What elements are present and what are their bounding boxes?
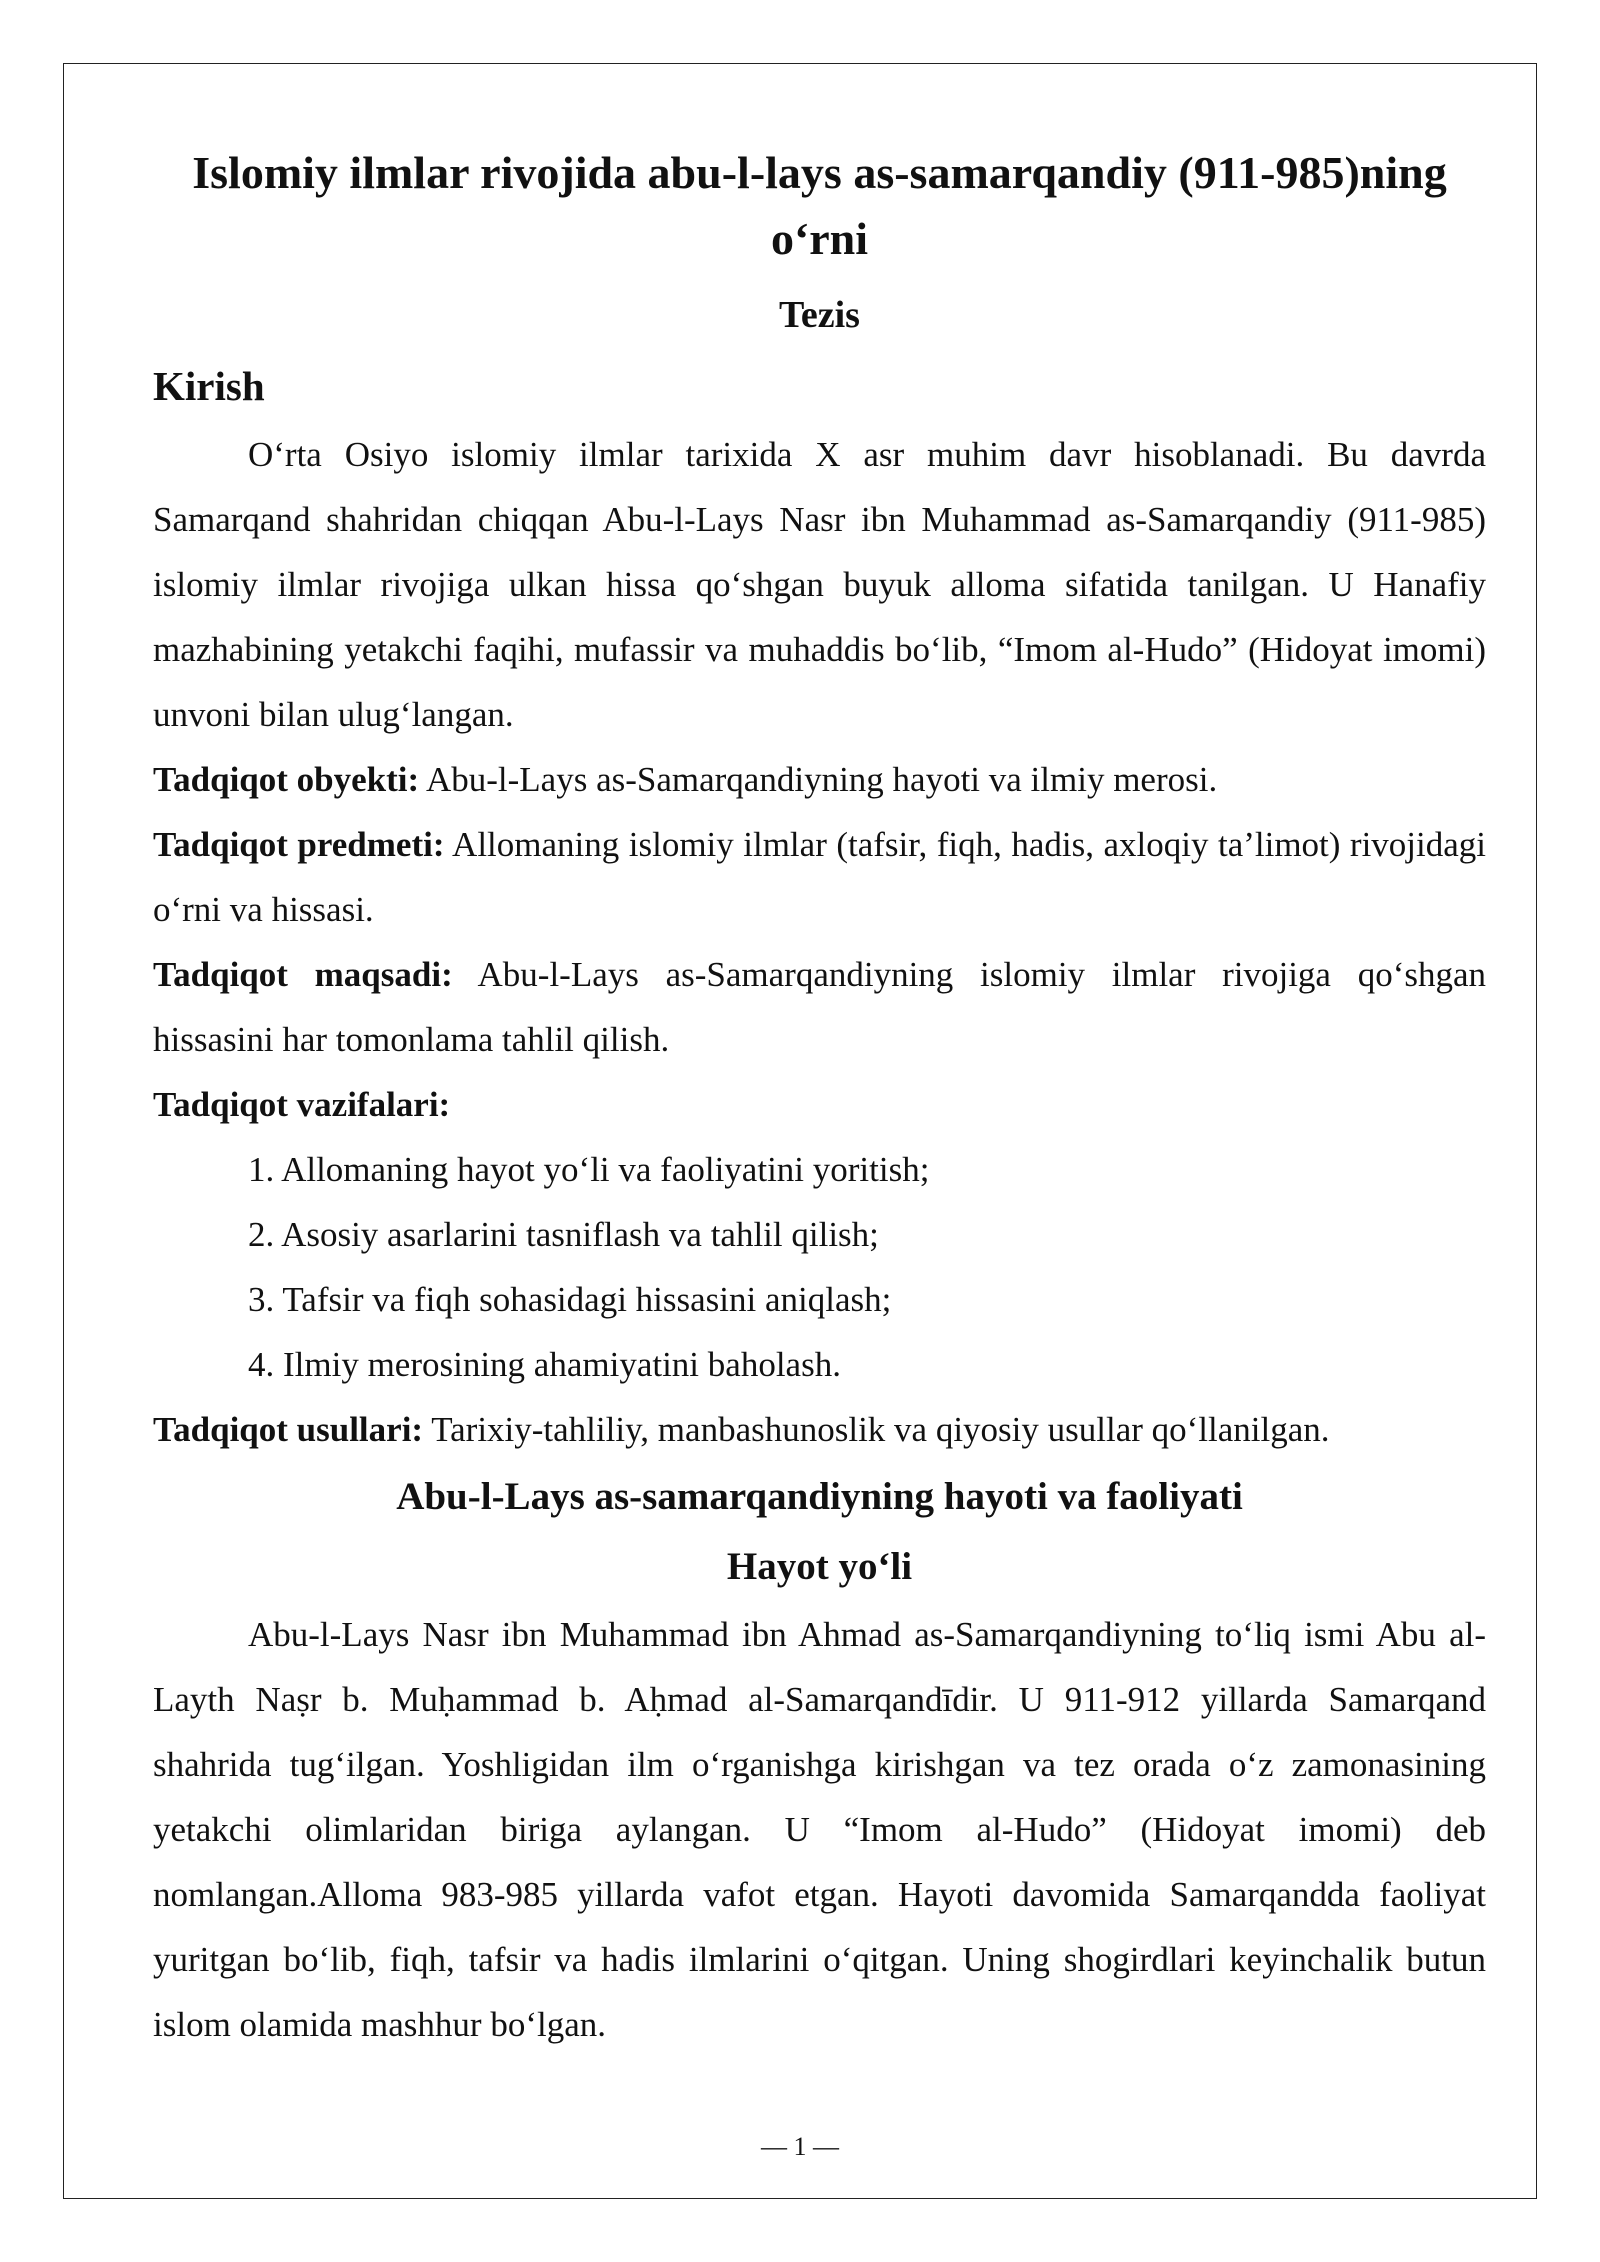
section-heading: Abu-l-Lays as-samarqandiyning hayoti va faoliyati: [396, 1475, 1243, 1518]
title-line-2: o‘rni: [770, 213, 869, 264]
research-goal-label: Tadqiqot maqsadi:: [153, 955, 453, 994]
list-item: 2. Asosiy asarlarini tasniflash va tahlil qilish;: [248, 1215, 879, 1254]
research-subject-text: Allomaning islomiy ilmlar (tafsir, fiqh, hadis, axloqiy ta’limot) rivojidagi o‘rni va hissasi.: [153, 825, 1487, 929]
list-item: 3. Tafsir va fiqh sohasidagi hissasini aniqlash;: [248, 1280, 892, 1319]
intro-paragraph: O‘rta Osiyo islomiy ilmlar tarixida X asr muhim davr hisoblanadi. Bu davrda Samarqand shahridan chiqqan Abu-l-Lays Nasr ibn Muhammad as-Samarqandiy (911-985) islomiy ilmlar rivojiga ulkan hissa qo‘shgan buyuk alloma sifatida tanilgan. U Hanafiy mazhabining yetakchi faqihi, mufassir va muhaddis bo‘lib, “Imom al-Hudo” (Hidoyat imomi) unvoni bilan ulug‘langan.: [153, 435, 1486, 734]
document-title: [153, 140, 1486, 272]
research-subject-label: Tadqiqot predmeti:: [153, 825, 445, 864]
research-object-text: Abu-l-Lays as-Samarqandiyning hayoti va ilmiy merosi.: [419, 760, 1218, 799]
title-line-1: Islomiy ilmlar rivojida abu-l-lays as-samarqandiy (911-985)ning: [192, 147, 1447, 198]
page-number: — 1 —: [761, 2132, 839, 2161]
research-methods-label: Tadqiqot usullari:: [153, 1410, 424, 1449]
list-item: 4. Ilmiy merosining ahamiyatini baholash.: [248, 1345, 841, 1384]
research-object: [153, 747, 1486, 812]
research-methods-text: Tarixiy-tahliliy, manbashunoslik va qiyosiy usullar qo‘llanilgan.: [423, 1410, 1330, 1449]
research-subject: [153, 812, 1486, 942]
life-paragraph: Abu-l-Lays Nasr ibn Muhammad ibn Ahmad as-Samarqandiyning to‘liq ismi Abu al-Layth Naṣr b. Muḥammad b. Aḥmad al-Samarqandīdir. U 911-912 yillarda Samarqand shahrida tug‘ilgan. Yoshligidan ilm o‘rganishga kirishgan va tez orada o‘z zamonasining yetakchi olimlaridan biriga aylangan. U “Imom al-Hudo” (Hidoyat imomi) deb nomlangan.Alloma 983-985 yillarda vafot etgan. Hayoti davomida Samarqandda faoliyat yuritgan bo‘lib, fiqh, tafsir va hadis ilmlarini o‘qitgan. Uning shogirdlari keyinchalik butun islom olamida mashhur bo‘lgan.: [153, 1615, 1486, 2044]
research-goal: [153, 942, 1486, 1072]
research-methods: [153, 1397, 1486, 1462]
document-subtitle: Tezis: [779, 294, 860, 336]
research-tasks-label: Tadqiqot vazifalari:: [153, 1085, 451, 1124]
research-goal-text: Abu-l-Lays as-Samarqandiyning islomiy ilmlar rivojiga qo‘shgan hissasini har tomonlama tahlil qilish.: [153, 955, 1486, 1059]
list-item: 1. Allomaning hayot yo‘li va faoliyatini yoritish;: [248, 1150, 930, 1189]
intro-heading: Kirish: [153, 363, 265, 409]
research-object-label: Tadqiqot obyekti:: [153, 760, 420, 799]
document-body: [153, 140, 1486, 2057]
subsection-heading: Hayot yo‘li: [726, 1545, 913, 1588]
